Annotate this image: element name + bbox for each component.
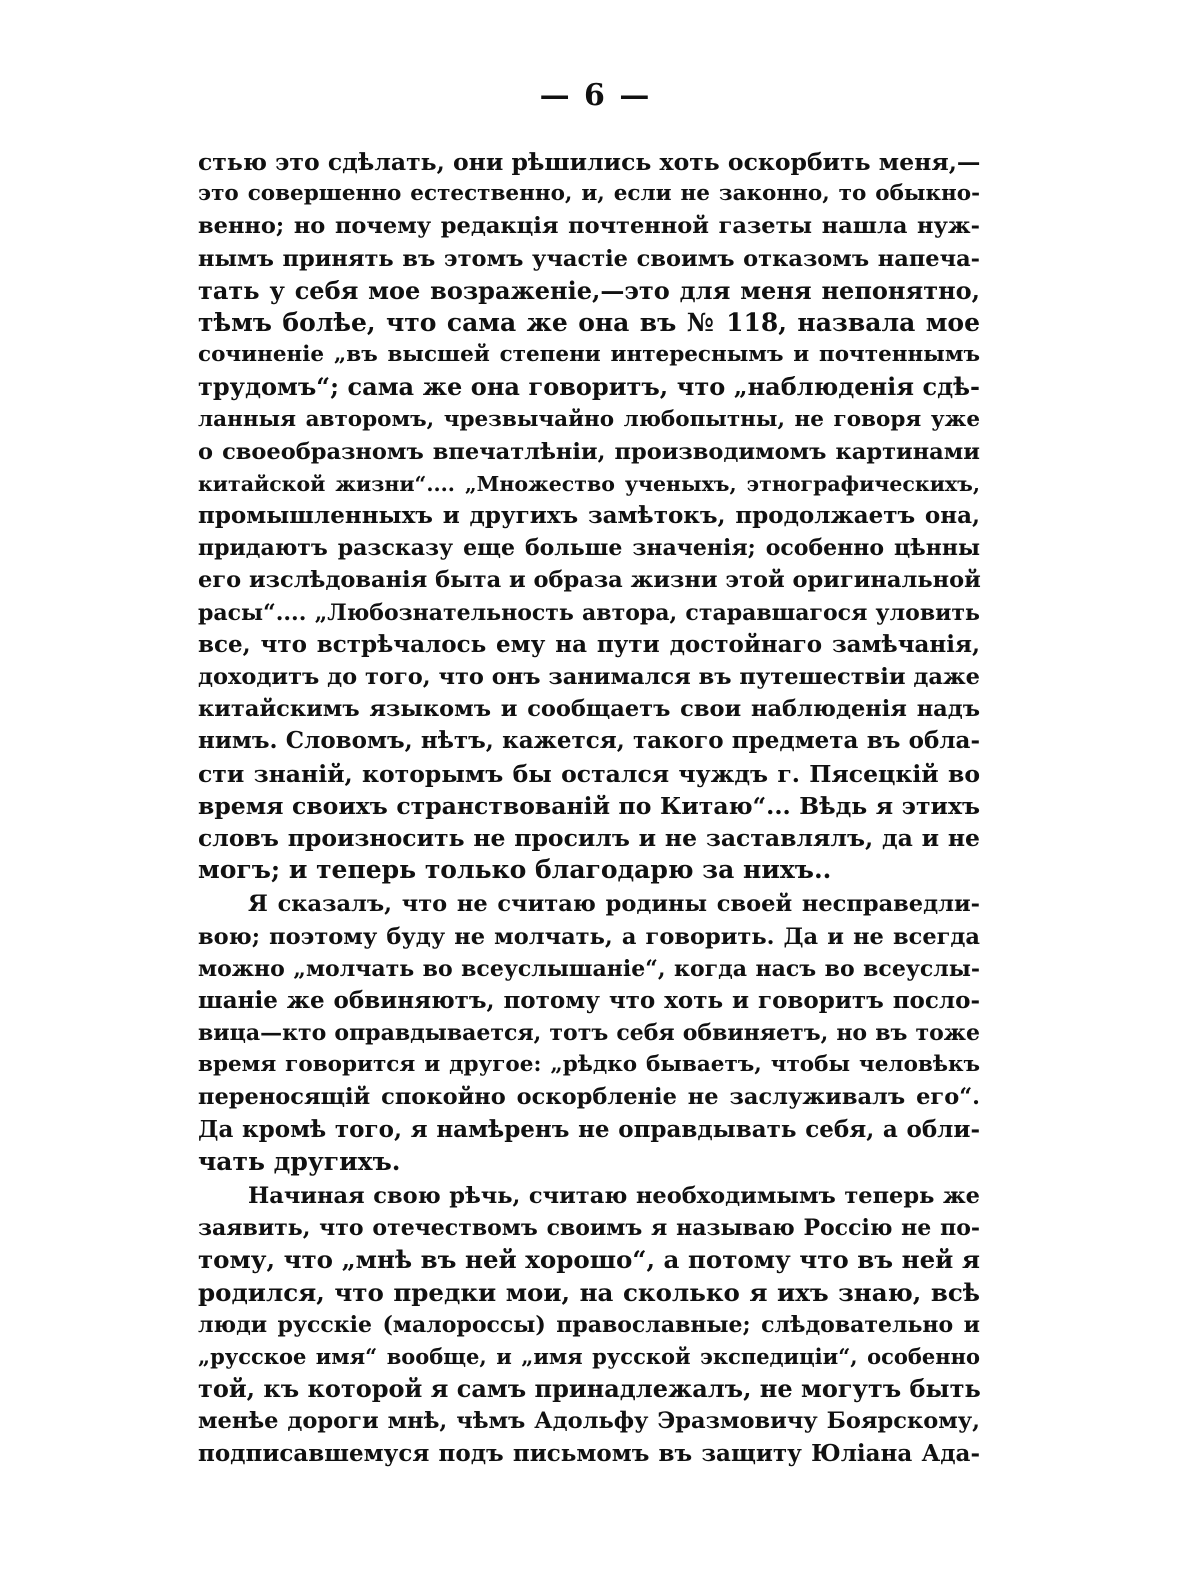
text-line: подписавшемуся подъ письмомъ въ защиту Юліана Ада- <box>198 1439 980 1467</box>
text-line: ланныя авторомъ, чрезвычайно любопытны, не говоря уже <box>198 406 980 432</box>
text-line: венно; но почему редакція почтенной газеты нашла нуж- <box>198 213 980 240</box>
text-line: расы“.... „Любознательность автора, старавшагося уловить <box>198 599 980 626</box>
text-line: доходитъ до того, что онъ занимался въ путешествіи даже <box>198 664 980 690</box>
text-line: чать другихъ. <box>198 1146 401 1176</box>
page-number: — 6 — <box>539 78 652 113</box>
text-line: Да кромѣ того, я намѣренъ не оправдывать себя, а обли- <box>198 1115 980 1143</box>
text-line: вою; поэтому буду не молчать, а говорить. Да и не всегда <box>198 923 980 950</box>
text-line: тому, что „мнѣ въ ней хорошо“, а потому что въ ней я <box>198 1245 980 1275</box>
text-line: время говорится и другое: „рѣдко бываетъ, чтобы человѣкъ <box>198 1052 980 1078</box>
text-line: промышленныхъ и другихъ замѣтокъ, продолжаетъ она, <box>198 502 980 530</box>
text-line: сти знаній, которымъ бы остался чуждъ г. Пясецкій во <box>198 759 980 788</box>
text-line: тѣмъ болѣе, что сама же она въ № 118, назвала мое <box>198 307 980 337</box>
text-line: стью это сдѣлать, они рѣшились хоть оскорбить меня,— <box>198 148 981 176</box>
text-line: могъ; и теперь только благодарю за нихъ.. <box>198 855 832 885</box>
text-line: менѣе дороги мнѣ, чѣмъ Адольфу Эразмовичу Боярскому, <box>198 1408 980 1435</box>
text-line: Я сказалъ, что не считаю родины своей несправедли- <box>248 891 980 918</box>
text-line: родился, что предки мои, на сколько я ихъ знаю, всѣ <box>198 1277 980 1307</box>
text-line: той, къ которой я самъ принадлежалъ, не могутъ быть <box>198 1374 981 1404</box>
text-line: время своихъ странствованій по Китаю“... Вѣдь я этихъ <box>198 791 980 820</box>
text-line: все, что встрѣчалось ему на пути достойнаго замѣчанія, <box>198 630 980 658</box>
text-line: тать у себя мое возраженіе,—это для меня непонятно, <box>198 275 980 305</box>
text-line: нимъ. Словомъ, нѣтъ, кажется, такого предмета въ обла- <box>198 727 980 755</box>
text-line: переносящій спокойно оскорбленіе не заслуживалъ его“. <box>198 1084 980 1111</box>
text-line: это совершенно естественно, и, если не законно, то обыкно- <box>198 181 980 207</box>
text-line: люди русскіе (малороссы) православные; слѣдовательно и <box>198 1311 980 1338</box>
text-line: китайскимъ языкомъ и сообщаетъ свои наблюденія надъ <box>198 696 980 723</box>
body-text <box>198 146 980 1470</box>
text-line: Начиная свою рѣчь, считаю необходимымъ теперь же <box>248 1183 980 1209</box>
text-line: китайской жизни“.... „Множество ученыхъ, этнографическихъ, <box>198 471 980 496</box>
text-line: вица—кто оправдывается, тотъ себя обвиняетъ, но въ тоже <box>198 1020 980 1047</box>
paragraph-1 <box>198 146 980 886</box>
paragraph-2 <box>198 888 980 1178</box>
text-line: шаніе же обвиняютъ, потому что хоть и говоритъ посло- <box>198 986 980 1014</box>
text-line: словъ произносить не просилъ и не заставлялъ, да и не <box>198 823 980 852</box>
paragraph-3 <box>198 1180 980 1470</box>
text-line: его изслѣдованія быта и образа жизни этой оригинальной <box>198 567 981 594</box>
text-line: о своеобразномъ впечатлѣніи, производимомъ картинами <box>198 438 980 465</box>
text-line: сочиненіе „въ высшей степени интереснымъ и почтеннымъ <box>198 342 980 368</box>
text-line: заявить, что отечествомъ своимъ я называю Россію не по- <box>198 1215 980 1242</box>
text-line: трудомъ“; сама же она говоритъ, что „наблюденія сдѣ- <box>198 372 980 402</box>
text-line: нымъ принять въ этомъ участіе своимъ отказомъ напеча- <box>198 245 980 272</box>
text-line: можно „молчать во всеуслышаніе“, когда насъ во всеуслы- <box>198 955 980 982</box>
text-line: „русское имя“ вообще, и „имя русской экспедиціи“, особенно <box>198 1343 980 1369</box>
text-line: придаютъ разсказу еще больше значенія; особенно цѣнны <box>198 535 980 562</box>
